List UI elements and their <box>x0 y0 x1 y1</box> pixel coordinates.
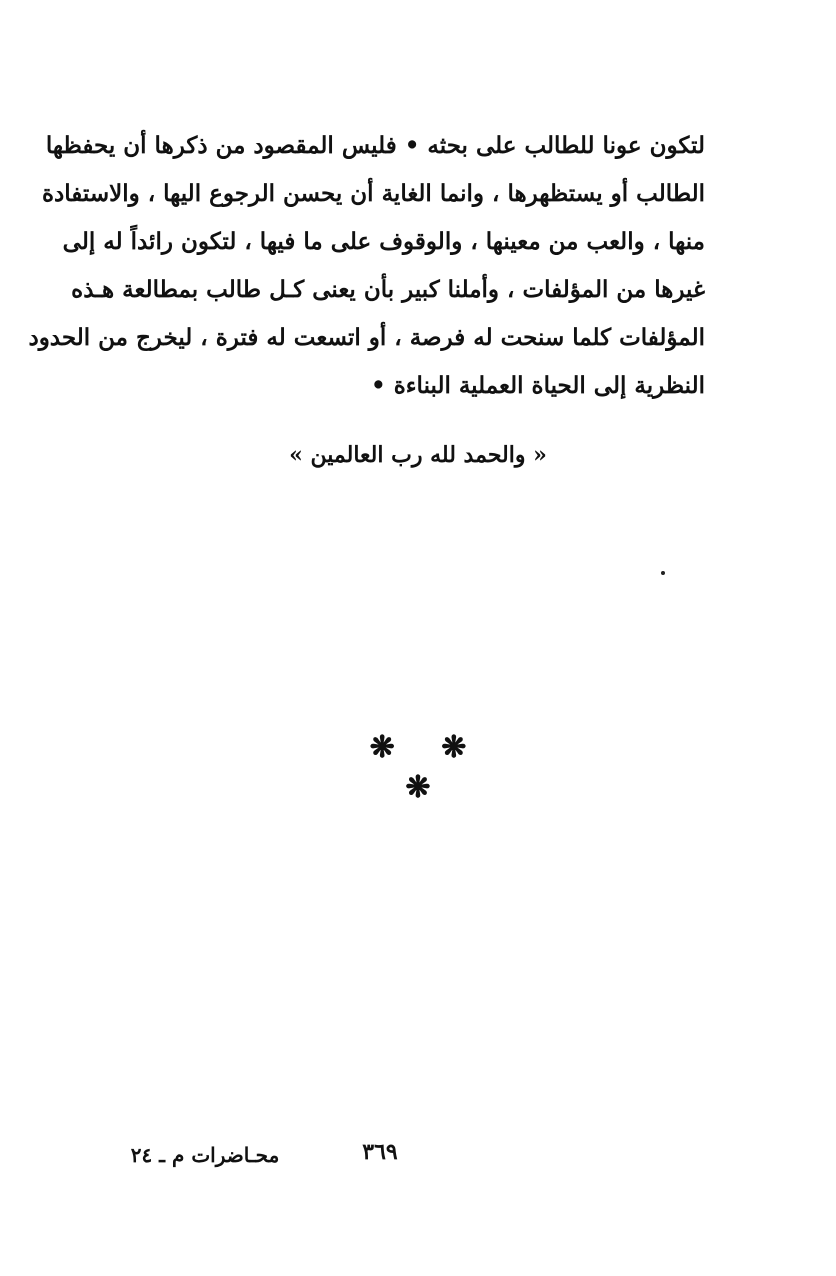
stray-mark <box>661 571 665 575</box>
paragraph-line-6: النظرية إلى الحياة العملية البناءة • <box>370 372 705 399</box>
asterism-mark: ❋ <box>441 730 467 765</box>
paragraph-line-5: المؤلفات كلما سنحت له فرصة ، أو اتسعت له فترة ، ليخرج من الحدود <box>28 324 705 351</box>
asterism-mark: ❋ <box>369 730 395 765</box>
closing-phrase: « والحمد لله رب العالمين » <box>289 442 547 468</box>
paragraph-line-1: لتكون عونا للطالب على بحثه • فليس المقصود من ذكرها أن يحفظها <box>45 132 705 159</box>
asterism-mark: ❋ <box>405 770 431 805</box>
paragraph-line-2: الطالب أو يستظهرها ، وانما الغاية أن يحسن الرجوع اليها ، والاستفادة <box>41 180 705 207</box>
body-paragraph <box>28 122 705 410</box>
page-number: ٣٦٩ <box>362 1139 398 1165</box>
paragraph-line-3: منها ، والعب من معينها ، والوقوف على ما فيها ، لتكون رائداً له إلى <box>62 228 705 255</box>
section-ornament <box>318 728 518 808</box>
printer-signature: محـاضرات م ـ ٢٤ <box>130 1143 280 1167</box>
paragraph-line-4: غيرها من المؤلفات ، وأملنا كبير بأن يعنى كـل طالب بمطالعة هـذه <box>71 276 705 303</box>
